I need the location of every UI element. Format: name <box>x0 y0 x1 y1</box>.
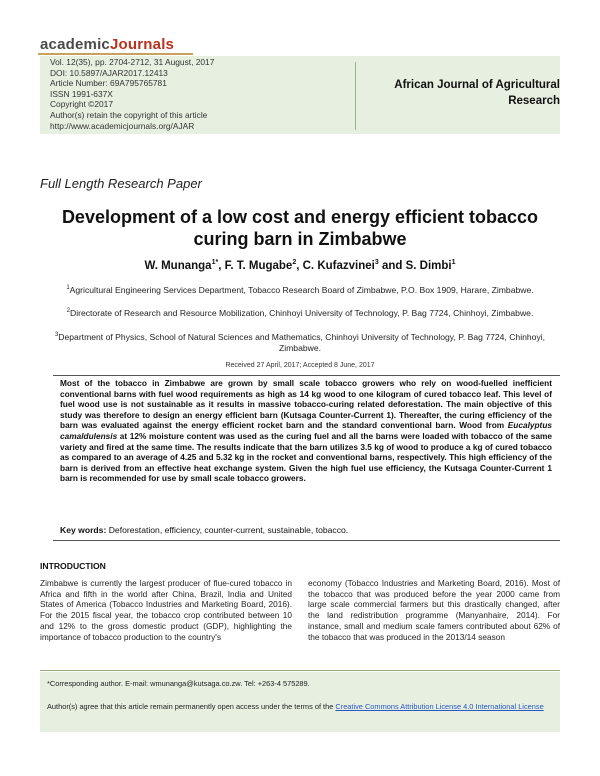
keywords <box>60 525 552 535</box>
affiliation-text: Department of Physics, School of Natural Sciences and Mathematics, Chinhoyi University of Technology, P. Bag 7724, Chinhoyi, Zimbabwe. <box>58 331 546 353</box>
article-meta-lines <box>50 57 214 131</box>
meta-divider <box>355 62 356 130</box>
affiliation-2 <box>40 306 560 319</box>
meta-url[interactable]: http://www.academicjournals.org/AJAR <box>50 120 195 131</box>
abstract <box>60 378 552 484</box>
intro-right-column: economy (Tobacco Industries and Marketing Board, 2016). Most of the tobacco that was produced before the year 2000 came from large scale commercial farmers but this drastically changed, after the land redistribution programme (Manyanhaire, 2014). For instance, small and medium scale famers contributed about 62% of the tobacco that was produced in the 2013/14 season <box>308 578 560 642</box>
abstract-top-rule <box>53 375 560 376</box>
journal-logo: academicJournals <box>40 36 175 53</box>
author-name: C. Kufazvinei <box>302 259 375 272</box>
affiliation-1 <box>40 283 560 296</box>
affiliation-text: Directorate of Research and Resource Mobilization, Chinhoyi University of Technology, P. Bag 7724, Chinhoyi, Zimbabwe. <box>69 307 534 318</box>
author-sep: , <box>296 259 303 272</box>
author-sep: , <box>218 259 225 272</box>
keywords-label: Key words: <box>60 525 107 535</box>
author-name: S. Dimbi <box>405 259 452 272</box>
meta-doi: DOI: 10.5897/AJAR2017.12413 <box>50 67 168 78</box>
author-sup: 2 <box>292 259 297 266</box>
author-sup: 1* <box>211 259 219 266</box>
affiliation-num: 3 <box>54 332 59 338</box>
paper-type: Full Length Research Paper <box>40 176 202 191</box>
footnote-rule <box>40 670 560 671</box>
affiliation-3 <box>40 330 560 354</box>
author-list <box>40 259 560 272</box>
section-heading-introduction: INTRODUCTION <box>40 561 106 571</box>
license-text: Author(s) agree that this article remain permanently open access under the terms of the <box>47 702 336 711</box>
meta-issn: ISSN 1991-637X <box>50 88 113 99</box>
abstract-bottom-rule <box>53 540 560 541</box>
affiliation-text: Agricultural Engineering Services Department, Tobacco Research Board of Zimbabwe, P.O. Box 1909, Harare, Zimbabwe. <box>69 284 534 295</box>
meta-article-number: Article Number: 69A795765781 <box>50 78 167 89</box>
meta-volume: Vol. 12(35), pp. 2704-2712, 31 August, 2017 <box>50 57 215 67</box>
abstract-part2: at 12% moisture content was used as the curing fuel and all the barns were loaded with tobacco of the same variety and fired at the same time. The results indicate that the barn utilizes 3.5 kg of wood to produce a kg of cured tobacco as compared to an average of 4.25 and 5.32 kg in the rocket and conventional barns, respectively. This high efficiency of the barn is derived from an effective heat exchange system. Given the high fuel use efficiency, the Kutsaga Counter-Current 1 barn is recommended for use by small scale tobacco growers. <box>60 430 552 484</box>
meta-copyright: Copyright ©2017 <box>50 99 113 110</box>
keywords-text: Deforestation, efficiency, counter-current, sustainable, tobacco. <box>106 525 349 535</box>
affiliation-num: 1 <box>66 285 70 291</box>
corresponding-author: *Corresponding author. E-mail: wmunanga@kutsaga.co.zw. Tel: +263-4 575289. <box>47 679 310 688</box>
license-link[interactable]: Creative Commons Attribution License 4.0 International License <box>335 702 544 711</box>
meta-rights: Author(s) retain the copyright of this article <box>50 109 208 120</box>
logo-underline <box>38 53 193 55</box>
abstract-species: Eucalyptus camaldulensis <box>60 420 552 441</box>
author-name: F. T. Mugabe <box>224 259 293 272</box>
author-sup: 1 <box>451 259 456 266</box>
journal-name: African Journal of Agricultural Research <box>394 79 560 107</box>
author-sep: and <box>378 259 406 272</box>
intro-left-column: Zimbabwe is currently the largest producer of flue-cured tobacco in Africa and fifth in the world after China, Brazil, India and United States of America (Tobacco Industries and Marketing Board, 2016). For the 2015 fiscal year, the tobacco crop contributed between 10 and 12% to the gross domestic product (GDP), highlighting the importance of tobacco production to the country's <box>40 578 292 642</box>
author-sup: 3 <box>374 259 379 266</box>
received-dates: Received 27 April, 2017; Accepted 8 June, 2017 <box>225 362 375 369</box>
license-notice <box>47 702 557 712</box>
abstract-part1: Most of the tobacco in Zimbabwe are grown by small scale tobacco growers who rely on wood-fuelled inefficient conventional barns with fuel wood requirements as high as 14 kg wood to one kilogram of cured tobacco leaf. This level of fuel wood use is not sustainable as it results in massive tobacco-curing related deforestation. The main objective of this study was therefore to design an energy efficient barn (Kutsaga Counter-Current 1). Thereafter, the curing efficiency of the barn was evaluated against the energy efficient rocket barn and the standard conventional barn. Wood from <box>60 378 552 431</box>
affiliation-num: 2 <box>66 308 70 314</box>
paper-title: Development of a low cost and energy efficient tobacco curing barn in Zimbabwe <box>61 207 539 249</box>
author-name: W. Munanga <box>144 259 212 272</box>
